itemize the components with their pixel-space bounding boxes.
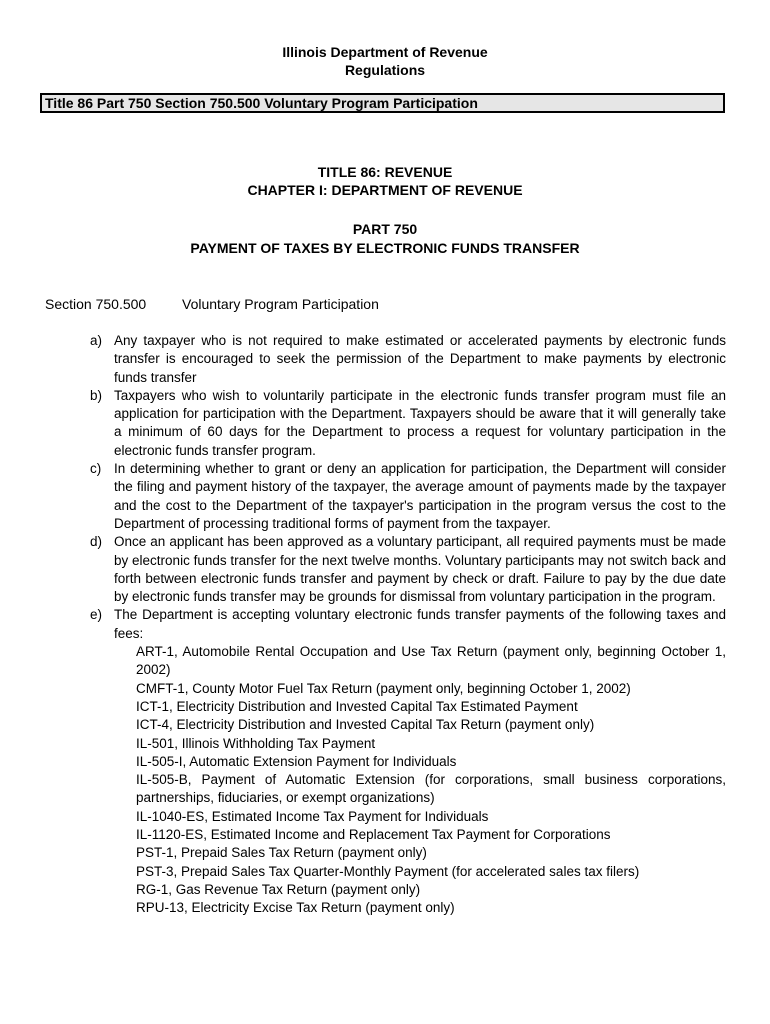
agency-name: Illinois Department of Revenue (282, 44, 488, 60)
paragraph-label: e) (90, 607, 103, 623)
section-body (90, 332, 726, 918)
list-item: RG-1, Gas Revenue Tax Return (payment only) (136, 881, 421, 897)
paragraph-text: Any taxpayer who is not required to make estimated or accelerated payments by electronic funds transfer is encouraged to seek the permission of the Department to make payments by electronic funds transfer (114, 333, 726, 385)
paragraph-b (90, 387, 726, 460)
list-item: ICT-4, Electricity Distribution and Invested Capital Tax Return (payment only) (136, 717, 595, 733)
paragraph-a (90, 332, 726, 387)
list-item: ICT-1, Electricity Distribution and Invested Capital Tax Estimated Payment (136, 698, 578, 714)
paragraph-e (90, 606, 726, 917)
part-heading: PART 750 (352, 221, 418, 237)
section-name: Voluntary Program Participation (182, 296, 379, 312)
title-heading: TITLE 86: REVENUE (317, 164, 453, 180)
paragraph-label: d) (90, 534, 103, 550)
paragraph-text: Once an applicant has been approved as a voluntary participant, all required payments must be made by electronic funds transfer for the next twelve months. Voluntary participants may not switch back and forth between electronic funds transfer and payment by check or draft. Failure to pay by the due date by electronic funds transfer may be grounds for dismissal from voluntary participation in the program. (114, 534, 726, 605)
paragraph-label: a) (90, 333, 103, 348)
tax-form-list (114, 643, 726, 917)
list-item: IL-1120-ES, Estimated Income and Replacement Tax Payment for Corporations (136, 827, 611, 843)
section-number: Section 750.500 (45, 296, 147, 312)
list-item: IL-1040-ES, Estimated Income Tax Payment for Individuals (136, 808, 489, 824)
chapter-heading: CHAPTER I: DEPARTMENT OF REVENUE (247, 182, 523, 198)
paragraph-text: Taxpayers who wish to voluntarily participate in the electronic funds transfer program must file an application for participation with the Department. Taxpayers should be aware that it will generally take a minimum of 60 days for the Department to process a request for voluntary participation in the electronic funds transfer program. (114, 387, 726, 458)
paragraph-label: b) (90, 387, 103, 403)
list-item: IL-505-B, Payment of Automatic Extension (for corporations, small business corporations, partnerships, fiduciaries, or exempt organizations) (136, 772, 726, 806)
section-title-box: Title 86 Part 750 Section 750.500 Voluntary Program Participation (40, 93, 725, 113)
paragraph-text: In determining whether to grant or deny an application for participation, the Department will consider the filing and payment history of the taxpayer, the average amount of payments made by the taxpayer and the cost to the Department of the taxpayer's participation in the program versus the cost to the Department of processing traditional forms of payment from the taxpayer. (114, 461, 726, 531)
paragraph-label: c) (90, 461, 102, 477)
list-item: PST-1, Prepaid Sales Tax Return (payment only) (136, 845, 427, 861)
list-item: IL-505-I, Automatic Extension Payment for Individuals (136, 753, 457, 769)
list-item: PST-3, Prepaid Sales Tax Quarter-Monthly Payment (for accelerated sales tax filers) (136, 863, 640, 879)
document-subtitle: Regulations (344, 62, 426, 78)
list-item: IL-501, Illinois Withholding Tax Payment (136, 735, 376, 751)
list-item: CMFT-1, County Motor Fuel Tax Return (payment only, beginning October 1, 2002) (136, 680, 631, 696)
paragraph-text: The Department is accepting voluntary electronic funds transfer payments of the following taxes and fees: (114, 607, 726, 641)
part-name-heading: PAYMENT OF TAXES BY ELECTRONIC FUNDS TRANSFER (190, 240, 580, 256)
list-item: RPU-13, Electricity Excise Tax Return (payment only) (136, 900, 455, 916)
list-item: ART-1, Automobile Rental Occupation and Use Tax Return (payment only, beginning October 1, 2002) (136, 644, 726, 678)
section-heading (45, 296, 379, 312)
paragraph-c (90, 460, 726, 533)
paragraph-d (90, 533, 726, 606)
